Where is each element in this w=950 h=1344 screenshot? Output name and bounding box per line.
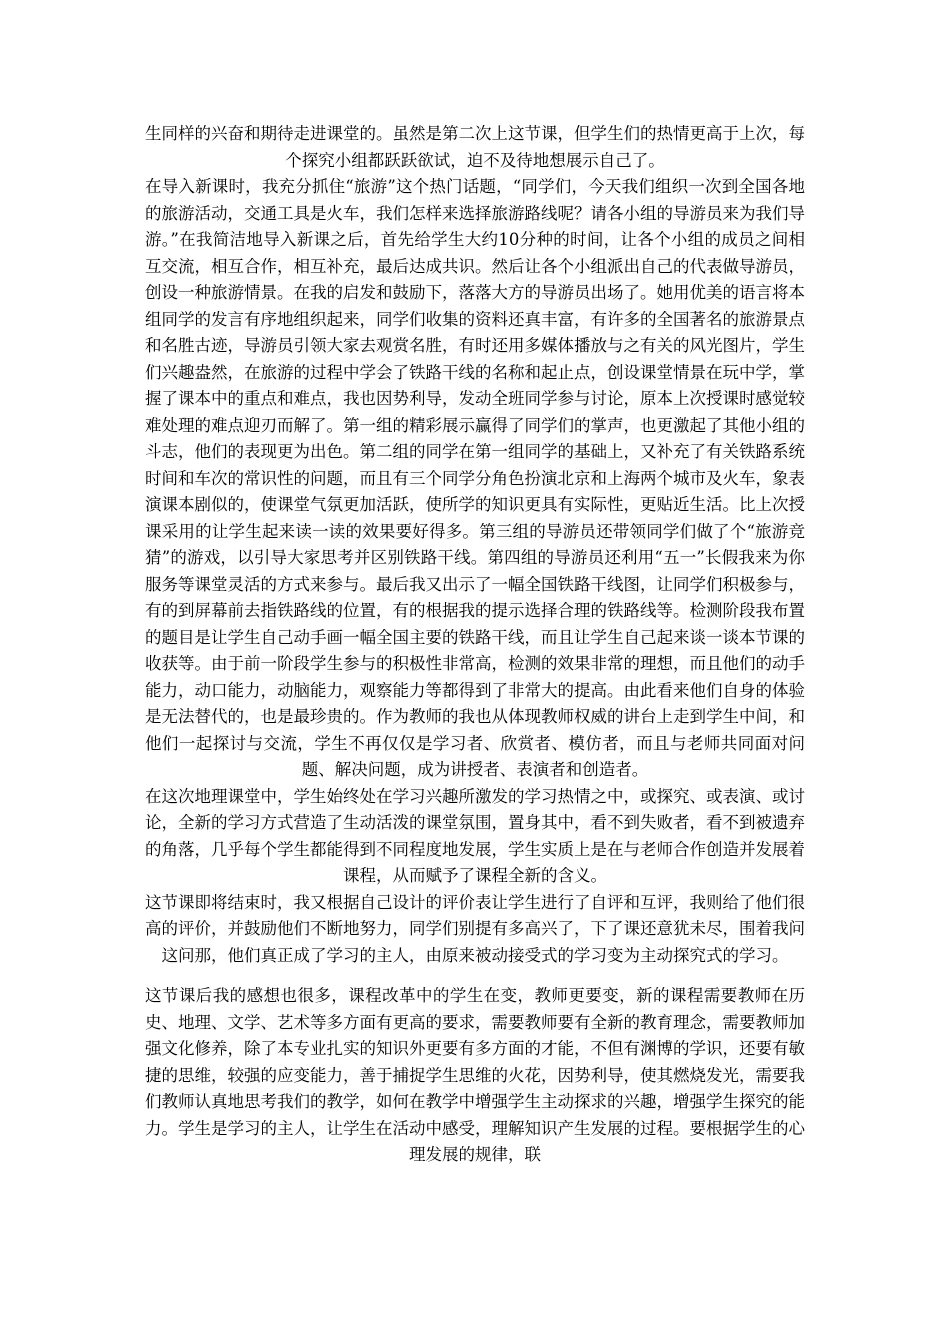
paragraph-5: 这节课后我的感想也很多，课程改革中的学生在变，教师更要变，新的课程需要教师在历史、地理、文学、艺术等多方面有更高的要求，需要教师要有全新的教育理念，需要教师加强文化修养，除了本专业扎实的知识外更要有多方面的才能，不但有渊博的学识，还要有敏捷的思维，较强的应变能力，善于捕捉学生思维的火花，因势利导，使其燃烧发光，需要我们教师认真地思考我们的教学，如何在教学中增强学生主动探求的兴趣，增强学生探究的能力。学生是学习的主人，让学生在活动中感受，理解知识产生发展的过程。要根据学生的心理发展的规律，联 (145, 986, 805, 1164)
paragraph-1: 生同样的兴奋和期待走进课堂的。虽然是第二次上这节课，但学生们的热情更高于上次，每个探究小组都跃跃欲试，迫不及待地想展示自己了。 (145, 124, 805, 170)
document-body (145, 121, 805, 1169)
paragraph-3: 在这次地理课堂中，学生始终处在学习兴趣所激发的学习热情之中，或探究、或表演、或讨论，全新的学习方式营造了生动活泼的课堂氛围，置身其中，看不到失败者，看不到被遗弃的角落，几乎每个学生都能得到不同程度地发展，学生实质上是在与老师合作创造并发展着课程，从而赋予了课程全新的含义。 (145, 786, 805, 885)
paragraph-4: 这节课即将结束时，我又根据自己设计的评价表让学生进行了自评和互评，我则给了他们很高的评价，并鼓励他们不断地努力，同学们别提有多高兴了，下了课还意犹未尽，围着我问这问那，他们真正成了学习的主人，由原来被动接受式的学习变为主动探究式的学习。 (145, 892, 805, 965)
paragraph-2: 在导入新课时，我充分抓住“旅游”这个热门话题，“同学们，今天我们组织一次到全国各地的旅游活动，交通工具是火车，我们怎样来选择旅游路线呢？请各小组的导游员来为我们导游。”在我简洁地导入新课之后，首先给学生大约10分种的时间，让各个小组的成员之间相互交流，相互合作，相互补充，最后达成共识。然后让各个小组派出自己的代表做导游员，创设一种旅游情景。在我的启发和鼓励下，落落大方的导游员出场了。她用优美的语言将本组同学的发言有序地组织起来，同学们收集的资料还真丰富，有许多的全国著名的旅游景点和名胜古迹，导游员引领大家去观赏名胜，有时还用多媒体播放与之有关的风光图片，学生们兴趣盎然，在旅游的过程中学会了铁路干线的名称和起止点，创设课堂情景在玩中学，掌握了课本中的重点和难点，我也因势利导，发动全班同学参与讨论，原本上次授课时感觉较难处理的难点迎刃而解了。第一组的精彩展示赢得了同学们的掌声，也更激起了其他小组的斗志，他们的表现更为出色。第二组的同学在第一组同学的基础上，又补充了有关铁路系统时间和车次的常识性的问题，而且有三个同学分角色扮演北京和上海两个城市及火车，象表演课本剧似的，使课堂气氛更加活跃，使所学的知识更具有实际性，更贴近生活。比上次授课采用的让学生起来读一读的效果要好得多。第三组的导游员还带领同学们做了个“旅游竞猜”的游戏，以引导大家思考并区别铁路干线。第四组的导游员还利用“五一”长假我来为你服务等课堂灵活的方式来参与。最后我又出示了一幅全国铁路干线图，让同学们积极参与，有的到屏幕前去指铁路线的位置，有的根据我的提示选择合理的铁路线等。检测阶段我布置的题目是让学生自己动手画一幅全国主要的铁路干线，而且让学生自己起来谈一谈本节课的收获等。由于前一阶段学生参与的积极性非常高，检测的效果非常的理想，而且他们的动手能力，动口能力，动脑能力，观察能力等都得到了非常大的提高。由此看来他们自身的体验是无法替代的，也是最珍贵的。作为教师的我也从体现教师权威的讲台上走到学生中间，和他们一起探讨与交流，学生不再仅仅是学习者、欣赏者、模仿者，而且与老师共同面对问题、解决问题，成为讲授者、表演者和创造者。 (145, 177, 805, 779)
